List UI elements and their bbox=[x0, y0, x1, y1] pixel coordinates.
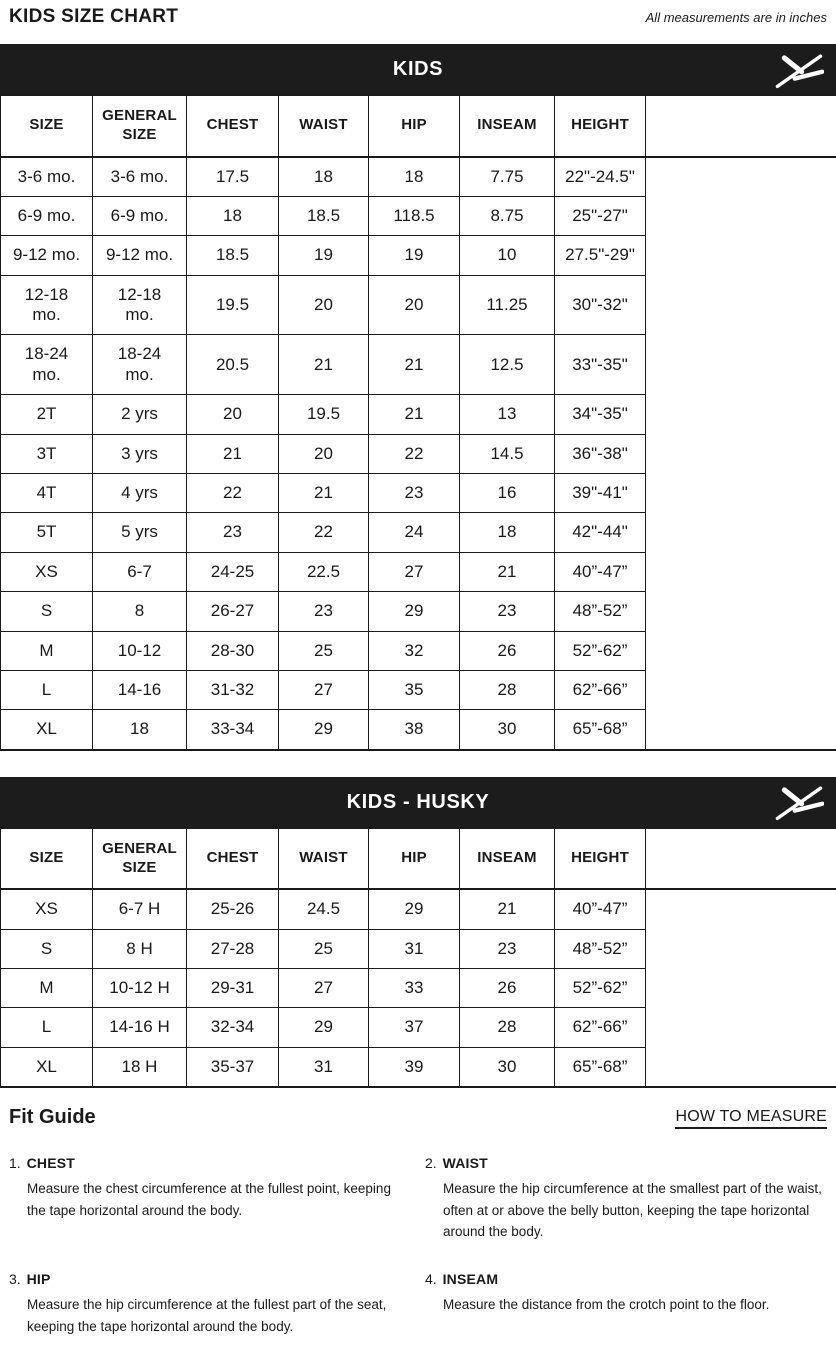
empty-column-cell bbox=[646, 889, 836, 1087]
empty-column-header bbox=[646, 96, 836, 157]
table-cell: 12-18 mo. bbox=[93, 275, 187, 335]
table-row bbox=[1, 889, 836, 929]
table-cell: 4T bbox=[1, 474, 93, 513]
table-cell: 21 bbox=[187, 434, 279, 473]
fit-guide-header bbox=[9, 1106, 827, 1129]
table-cell: 14.5 bbox=[460, 434, 555, 473]
table-cell: 23 bbox=[187, 513, 279, 552]
table-cell: 21 bbox=[369, 335, 460, 395]
fit-guide-item bbox=[425, 1155, 827, 1243]
fit-item-number: 2. bbox=[425, 1155, 437, 1171]
column-header: HEIGHT bbox=[555, 96, 646, 157]
table-cell: 39"-41" bbox=[555, 474, 646, 513]
table-cell: 22 bbox=[369, 434, 460, 473]
table-cell: 18-24 mo. bbox=[1, 335, 93, 395]
table-cell: 30 bbox=[460, 1047, 555, 1087]
table-cell: 34"-35" bbox=[555, 395, 646, 434]
column-header: SIZE bbox=[1, 96, 93, 157]
table-cell: 10 bbox=[460, 236, 555, 275]
table-cell: 18 bbox=[369, 157, 460, 197]
table-cell: 24-25 bbox=[187, 552, 279, 591]
column-header: HEIGHT bbox=[555, 828, 646, 889]
table-cell: 14-16 bbox=[93, 670, 187, 709]
table-cell: 118.5 bbox=[369, 196, 460, 235]
table-cell: 28 bbox=[460, 1008, 555, 1047]
table-cell: 31-32 bbox=[187, 670, 279, 709]
header-row bbox=[1, 96, 836, 157]
table-cell: 24.5 bbox=[279, 889, 369, 929]
table-cell: 26 bbox=[460, 969, 555, 1008]
table-cell: 52”-62” bbox=[555, 631, 646, 670]
table-cell: 20 bbox=[279, 434, 369, 473]
kids-husky-table-title: KIDS - HUSKY bbox=[347, 791, 490, 814]
table-cell: 6-7 H bbox=[93, 889, 187, 929]
table-cell: 32-34 bbox=[187, 1008, 279, 1047]
table-cell: 27 bbox=[369, 552, 460, 591]
table-cell: 25 bbox=[279, 929, 369, 968]
fit-item-title: WAIST bbox=[443, 1155, 488, 1171]
column-header: GENERAL SIZE bbox=[93, 96, 187, 157]
fit-item-title: CHEST bbox=[27, 1155, 75, 1171]
kids-table-section bbox=[0, 44, 836, 751]
fit-item-label bbox=[9, 1155, 411, 1171]
table-cell: 6-9 mo. bbox=[1, 196, 93, 235]
fit-item-label bbox=[425, 1271, 827, 1287]
table-cell: 21 bbox=[460, 552, 555, 591]
table-cell: XS bbox=[1, 552, 93, 591]
table-cell: 28 bbox=[460, 670, 555, 709]
table-cell: 10-12 H bbox=[93, 969, 187, 1008]
table-cell: 25 bbox=[279, 631, 369, 670]
table-cell: 21 bbox=[460, 889, 555, 929]
table-cell: 18.5 bbox=[279, 196, 369, 235]
table-cell: 40”-47” bbox=[555, 889, 646, 929]
table-cell: 30"-32" bbox=[555, 275, 646, 335]
fit-item-label bbox=[425, 1155, 827, 1171]
brand-x-logo bbox=[774, 783, 824, 821]
table-cell: 30 bbox=[460, 710, 555, 750]
table-cell: 29 bbox=[279, 1008, 369, 1047]
column-header: HIP bbox=[369, 96, 460, 157]
table-cell: 20 bbox=[187, 395, 279, 434]
column-header: WAIST bbox=[279, 96, 369, 157]
table-cell: 52”-62” bbox=[555, 969, 646, 1008]
table-cell: 21 bbox=[369, 395, 460, 434]
table-cell: 18 bbox=[93, 710, 187, 750]
column-header: WAIST bbox=[279, 828, 369, 889]
table-cell: 22 bbox=[187, 474, 279, 513]
fit-guide-title: Fit Guide bbox=[9, 1106, 96, 1129]
table-cell: 18 bbox=[460, 513, 555, 552]
table-cell: 23 bbox=[279, 592, 369, 631]
table-cell: 23 bbox=[460, 929, 555, 968]
table-cell: 29 bbox=[369, 889, 460, 929]
table-cell: 20 bbox=[369, 275, 460, 335]
table-cell: 23 bbox=[369, 474, 460, 513]
table-cell: 27 bbox=[279, 969, 369, 1008]
table-cell: 18 bbox=[187, 196, 279, 235]
fit-guide-item bbox=[9, 1271, 411, 1337]
fit-guide-section bbox=[0, 1088, 836, 1361]
table-cell: 35-37 bbox=[187, 1047, 279, 1087]
table-cell: 21 bbox=[279, 335, 369, 395]
table-cell: 5 yrs bbox=[93, 513, 187, 552]
table-cell: 8 H bbox=[93, 929, 187, 968]
table-cell: 3-6 mo. bbox=[1, 157, 93, 197]
table-cell: M bbox=[1, 969, 93, 1008]
header-row bbox=[1, 828, 836, 889]
table-cell: 13 bbox=[460, 395, 555, 434]
table-cell: 2 yrs bbox=[93, 395, 187, 434]
table-cell: XL bbox=[1, 1047, 93, 1087]
table-cell: 31 bbox=[279, 1047, 369, 1087]
kids-husky-size-table bbox=[0, 828, 836, 1088]
table-cell: 16 bbox=[460, 474, 555, 513]
column-header: CHEST bbox=[187, 828, 279, 889]
table-cell: 19 bbox=[369, 236, 460, 275]
table-cell: 19.5 bbox=[187, 275, 279, 335]
table-cell: 39 bbox=[369, 1047, 460, 1087]
kids-table-title: KIDS bbox=[393, 58, 443, 81]
table-cell: 21 bbox=[279, 474, 369, 513]
table-cell: 6-9 mo. bbox=[93, 196, 187, 235]
table-cell: 65”-68” bbox=[555, 1047, 646, 1087]
table-cell: 25-26 bbox=[187, 889, 279, 929]
table-cell: 35 bbox=[369, 670, 460, 709]
table-cell: 17.5 bbox=[187, 157, 279, 197]
table-cell: 22"-24.5" bbox=[555, 157, 646, 197]
fit-item-description: Measure the distance from the crotch point to the floor. bbox=[443, 1294, 827, 1316]
fit-item-title: HIP bbox=[27, 1271, 51, 1287]
table-cell: S bbox=[1, 592, 93, 631]
fit-guide-item bbox=[9, 1155, 411, 1243]
table-cell: 22.5 bbox=[279, 552, 369, 591]
fit-item-label bbox=[9, 1271, 411, 1287]
table-cell: 3 yrs bbox=[93, 434, 187, 473]
column-header: INSEAM bbox=[460, 828, 555, 889]
table-cell: 33 bbox=[369, 969, 460, 1008]
measurement-note: All measurements are in inches bbox=[646, 10, 827, 25]
table-cell: 25"-27" bbox=[555, 196, 646, 235]
fit-guide-item bbox=[425, 1271, 827, 1337]
how-to-measure-link[interactable]: HOW TO MEASURE bbox=[675, 1108, 827, 1129]
table-cell: 32 bbox=[369, 631, 460, 670]
brand-x-logo bbox=[774, 51, 824, 89]
table-cell: 48”-52” bbox=[555, 592, 646, 631]
table-cell: 29 bbox=[279, 710, 369, 750]
kids-husky-table-header-bar bbox=[0, 777, 836, 828]
table-cell: 37 bbox=[369, 1008, 460, 1047]
table-cell: 26-27 bbox=[187, 592, 279, 631]
table-cell: 14-16 H bbox=[93, 1008, 187, 1047]
table-cell: 27.5"-29" bbox=[555, 236, 646, 275]
fit-item-description: Measure the hip circumference at the fullest part of the seat, keeping the tape horizontal around the body. bbox=[27, 1294, 411, 1337]
table-cell: 22 bbox=[279, 513, 369, 552]
table-cell: 31 bbox=[369, 929, 460, 968]
empty-column-cell bbox=[646, 157, 836, 750]
table-cell: 2T bbox=[1, 395, 93, 434]
table-cell: 12.5 bbox=[460, 335, 555, 395]
column-header: INSEAM bbox=[460, 96, 555, 157]
fit-item-description: Measure the hip circumference at the smallest part of the waist, often at or above the belly button, keeping the tape horizontal around the body. bbox=[443, 1178, 827, 1243]
fit-item-title: INSEAM bbox=[443, 1271, 499, 1287]
kids-husky-table-section bbox=[0, 777, 836, 1088]
table-cell: 18 bbox=[279, 157, 369, 197]
table-cell: 33"-35" bbox=[555, 335, 646, 395]
table-cell: 27-28 bbox=[187, 929, 279, 968]
table-cell: 4 yrs bbox=[93, 474, 187, 513]
table-cell: 19.5 bbox=[279, 395, 369, 434]
page-header bbox=[0, 0, 836, 44]
empty-column-header bbox=[646, 828, 836, 889]
table-cell: 48”-52” bbox=[555, 929, 646, 968]
table-cell: 40”-47” bbox=[555, 552, 646, 591]
table-cell: 36"-38" bbox=[555, 434, 646, 473]
table-cell: 27 bbox=[279, 670, 369, 709]
kids-size-table bbox=[0, 95, 836, 751]
table-cell: 19 bbox=[279, 236, 369, 275]
fit-item-number: 4. bbox=[425, 1271, 437, 1287]
table-cell: 18 H bbox=[93, 1047, 187, 1087]
table-cell: 3T bbox=[1, 434, 93, 473]
table-cell: 29-31 bbox=[187, 969, 279, 1008]
table-cell: 3-6 mo. bbox=[93, 157, 187, 197]
fit-item-number: 1. bbox=[9, 1155, 21, 1171]
table-cell: 24 bbox=[369, 513, 460, 552]
table-cell: 11.25 bbox=[460, 275, 555, 335]
table-row bbox=[1, 157, 836, 197]
table-cell: 20.5 bbox=[187, 335, 279, 395]
kids-table-header-bar bbox=[0, 44, 836, 95]
table-cell: 42"-44" bbox=[555, 513, 646, 552]
table-cell: 8 bbox=[93, 592, 187, 631]
fit-guide-items bbox=[9, 1155, 827, 1337]
table-cell: 62”-66” bbox=[555, 670, 646, 709]
column-header: SIZE bbox=[1, 828, 93, 889]
column-header: GENERAL SIZE bbox=[93, 828, 187, 889]
fit-item-description: Measure the chest circumference at the fullest point, keeping the tape horizontal around the body. bbox=[27, 1178, 411, 1221]
fit-item-number: 3. bbox=[9, 1271, 21, 1287]
table-cell: 62”-66” bbox=[555, 1008, 646, 1047]
table-cell: 9-12 mo. bbox=[93, 236, 187, 275]
table-cell: L bbox=[1, 1008, 93, 1047]
table-cell: XL bbox=[1, 710, 93, 750]
table-cell: 8.75 bbox=[460, 196, 555, 235]
table-cell: 23 bbox=[460, 592, 555, 631]
table-cell: 28-30 bbox=[187, 631, 279, 670]
table-cell: 29 bbox=[369, 592, 460, 631]
table-cell: L bbox=[1, 670, 93, 709]
table-cell: 38 bbox=[369, 710, 460, 750]
column-header: HIP bbox=[369, 828, 460, 889]
table-cell: 7.75 bbox=[460, 157, 555, 197]
table-cell: 65”-68” bbox=[555, 710, 646, 750]
table-cell: M bbox=[1, 631, 93, 670]
table-cell: XS bbox=[1, 889, 93, 929]
table-cell: 12-18 mo. bbox=[1, 275, 93, 335]
table-cell: 6-7 bbox=[93, 552, 187, 591]
table-cell: 10-12 bbox=[93, 631, 187, 670]
column-header: CHEST bbox=[187, 96, 279, 157]
table-cell: 26 bbox=[460, 631, 555, 670]
table-cell: 18-24 mo. bbox=[93, 335, 187, 395]
table-cell: 9-12 mo. bbox=[1, 236, 93, 275]
table-cell: 5T bbox=[1, 513, 93, 552]
table-cell: 20 bbox=[279, 275, 369, 335]
table-cell: S bbox=[1, 929, 93, 968]
table-cell: 33-34 bbox=[187, 710, 279, 750]
page-title: KIDS SIZE CHART bbox=[9, 6, 178, 28]
table-cell: 18.5 bbox=[187, 236, 279, 275]
